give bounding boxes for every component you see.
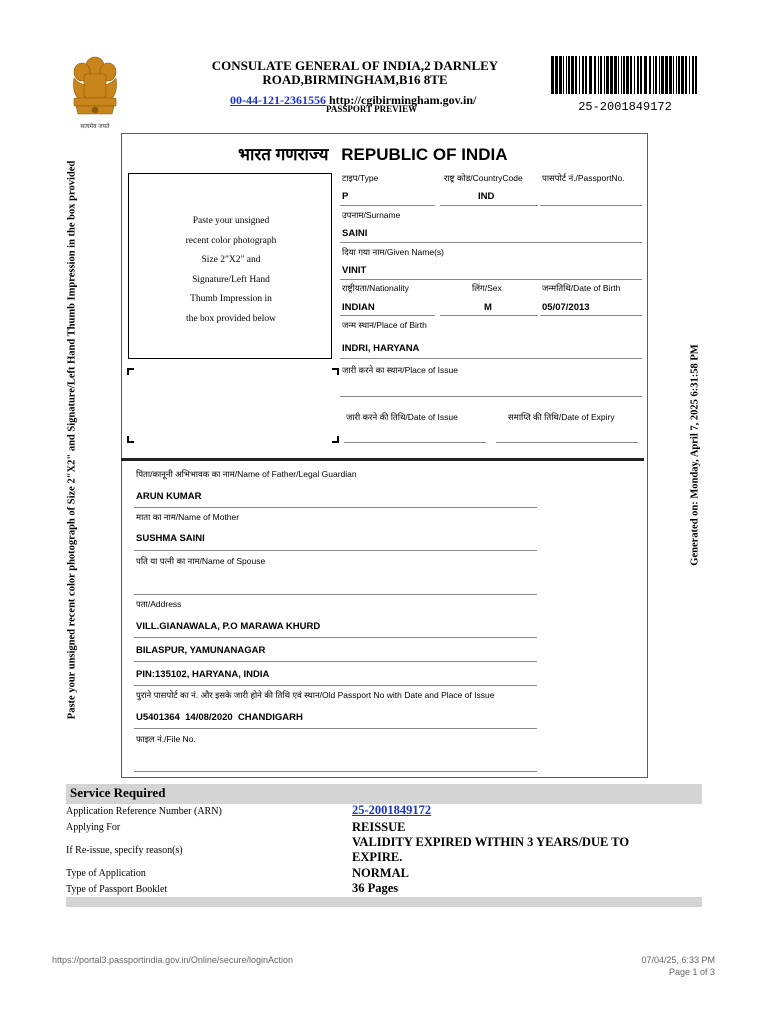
type-label: टाइप/Type — [342, 173, 379, 183]
print-info — [641, 955, 715, 978]
signature-box-corner — [127, 436, 134, 443]
address-line3: PIN:135102, HARYANA, INDIA — [136, 669, 270, 680]
phone-link[interactable]: 00-44-121-2361556 — [230, 93, 326, 107]
consulate-address-line2: ROAD,BIRMINGHAM,B16 8TE — [262, 72, 448, 87]
photo-instructions: Paste your unsigned recent color photograph Size 2"X2" and Signature/Left Hand Thumb Impression in the box provided below — [185, 216, 277, 324]
country-code-label: राष्ट्र कोड/CountryCode — [444, 173, 523, 183]
applying-for-label: Applying For — [66, 822, 121, 833]
mother-label: माता का नाम/Name of Mother — [136, 512, 240, 522]
website-text: http://cgibirmingham.gov.in/ — [329, 93, 477, 107]
old-passport-label: पुराने पासपोर्ट का नं. और इसके जारी होने की तिथि एवं स्थान/Old Passport No with Date and Place of Issue — [136, 690, 495, 700]
service-section-footer-bar — [66, 897, 702, 907]
spouse-label: पति या पत्नी का नाम/Name of Spouse — [136, 556, 266, 566]
date-of-expiry-label: समाप्ति की तिथि/Date of Expiry — [508, 412, 615, 422]
given-name-label: दिया गया नाम/Given Name(s) — [342, 247, 445, 257]
booklet-type-label: Type of Passport Booklet — [66, 884, 168, 895]
surname-value: SAINI — [342, 228, 368, 239]
passport-no-label: पासपोर्ट नं./PassportNo. — [542, 173, 625, 183]
signature-box-corner — [332, 368, 339, 375]
consulate-address-line1: CONSULATE GENERAL OF INDIA,2 DARNLEY — [211, 58, 499, 73]
old-passport-value: U5401364 14/08/2020 CHANDIGARH — [136, 712, 303, 723]
country-code-value: IND — [478, 191, 495, 202]
print-datetime: 07/04/25, 6:33 PM — [641, 955, 715, 965]
address-line1: VILL.GIANAWALA, P.O MARAWA KHURD — [136, 621, 321, 632]
service-required-heading: Service Required — [66, 784, 702, 804]
father-value: ARUN KUMAR — [136, 491, 202, 502]
given-name-value: VINIT — [342, 265, 367, 276]
emblem-motto: सत्यमेव जयते — [80, 124, 110, 130]
type-value: P — [342, 191, 349, 202]
photo-box — [128, 173, 332, 359]
mother-value: SUSHMA SAINI — [136, 533, 205, 544]
page-number: Page 1 of 3 — [668, 966, 715, 977]
reissue-reason-line2: EXPIRE. — [352, 850, 403, 864]
sex-label: लिंग/Sex — [472, 283, 502, 293]
page-url: https://portal3.passportindia.gov.in/Online/secure/loginAction — [52, 955, 293, 965]
address-line2: BILASPUR, YAMUNANAGAR — [136, 645, 266, 656]
surname-label: उपनाम/Surname — [342, 210, 401, 220]
applying-for-value: REISSUE — [352, 820, 406, 834]
republic-title — [238, 142, 508, 165]
dob-label: जन्मतिथि/Date of Birth — [542, 283, 621, 293]
signature-box-corner — [127, 368, 134, 375]
place-of-birth-value: INDRI, HARYANA — [342, 343, 420, 354]
dob-value: 05/07/2013 — [542, 302, 590, 313]
arn-link[interactable]: 25-2001849172 — [352, 803, 432, 817]
generated-on-text: Generated on: Monday, April 7, 2025 6:31:58 PM — [689, 344, 701, 566]
signature-box-corner — [332, 436, 339, 443]
barcode-number: 25-2001849172 — [578, 100, 672, 114]
barcode — [551, 56, 699, 94]
type-of-application-label: Type of Application — [66, 868, 146, 879]
nationality-label: राष्ट्रीयता/Nationality — [342, 283, 409, 293]
republic-title-hindi: भारत गणराज्य — [238, 145, 329, 164]
place-of-birth-label: जन्म स्थान/Place of Birth — [342, 320, 427, 330]
nationality-value: INDIAN — [342, 302, 375, 313]
sex-value: M — [484, 302, 492, 313]
reissue-reason-label: If Re-issue, specify reason(s) — [66, 845, 183, 856]
address-label: पता/Address — [136, 599, 182, 609]
republic-title-english: REPUBLIC OF INDIA — [341, 145, 508, 164]
section-divider — [121, 458, 644, 461]
date-of-issue-label: जारी करने की तिथि/Date of Issue — [346, 412, 458, 422]
type-of-application-value: NORMAL — [352, 866, 409, 880]
father-label: पिता/कानूनी अभिभावक का नाम/Name of Father/Legal Guardian — [136, 469, 357, 479]
side-instruction-text: Paste your unsigned recent color photograph of Size 2"X2" and Signature/Left Hand Thumb Impression in the box provided — [66, 160, 78, 720]
booklet-type-value: 36 Pages — [352, 881, 399, 895]
reissue-reason-line1: VALIDITY EXPIRED WITHIN 3 YEARS/DUE TO — [352, 835, 630, 849]
arn-label: Application Reference Number (ARN) — [66, 806, 222, 817]
file-no-label: फाइल नं./File No. — [136, 734, 196, 744]
place-of-issue-label: जारी करने का स्थान/Place of Issue — [342, 365, 458, 375]
passport-preview-label: PASSPORT PREVIEW — [326, 104, 418, 114]
